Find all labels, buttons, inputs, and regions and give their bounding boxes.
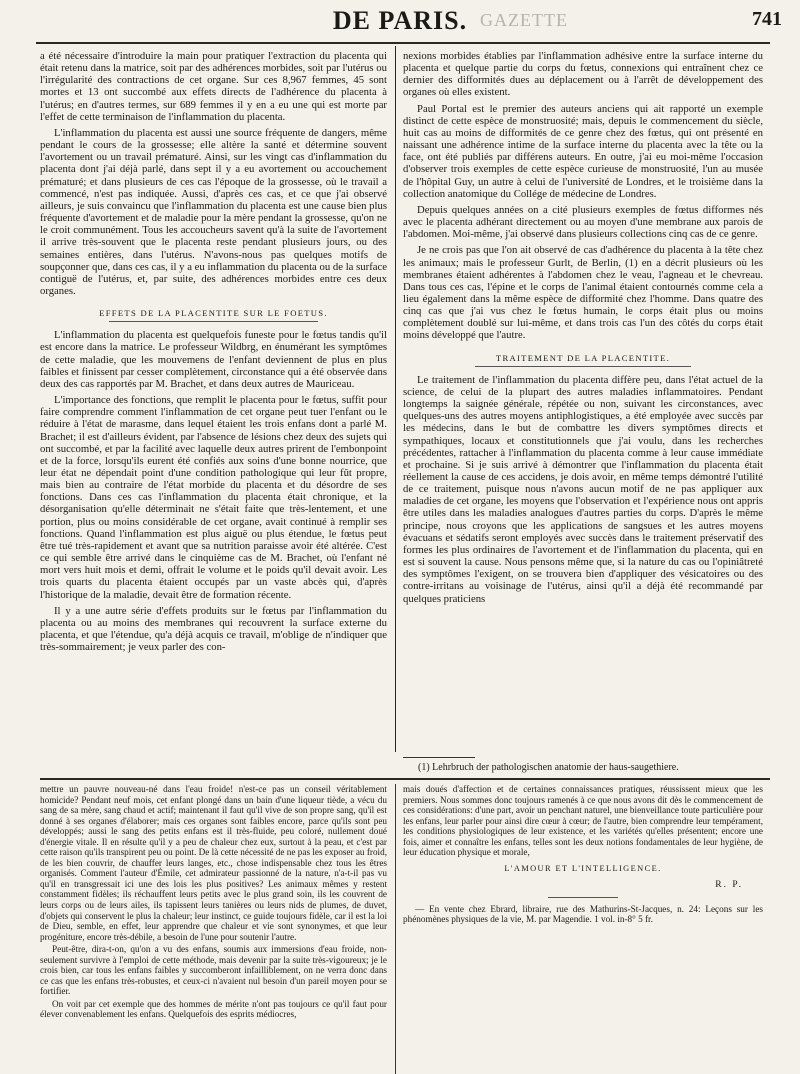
footnote: (1) Lehrbruch der pathologischen anatomie der haus-saugethiere.: [418, 762, 679, 773]
feuilleton-rule: [40, 778, 770, 780]
page-header: [0, 0, 800, 44]
paragraph: L'importance des fonctions, que remplit le placenta pour le fœtus, suffit pour faire comprendre comment l'inflammation de cet organe peut tuer l'enfant ou le réduire à l'état de marasme, dans lequel étaient les trois enfans dont a parlé M. Brachet; il est d'ailleurs évident, par l'absence de lésions chez deux des sujets qui ont succombé, et par la facilité avec laquelle deux autres prirent de l'embonpoint et de la force, lorsqu'ils eurent été confiés aux soins d'une bonne nourrice, que leur état ne dépendait point d'une condition pathologique qui leur fût propre, mais bien au contraire de l'état morbide du placenta et du désordre de ses fonctions. Dans ces cas l'inflammation du placenta était chronique, et la désorganisation qu'elle déterminait ne s'était faite que très-lentement, et une portion, plus ou moins considérable de cet organe, avait continué à remplir ses fonctions. Quand l'inflammation est plus aiguë ou plus étendue, le fœtus peut être tué très-rapidement et avant que sa nutrition paraisse avoir été altérée. C'est ce qui semble être arrivé dans le cinquième cas de M. Brachet, où l'enfant né mort vers huit mois et demi, offrait le volume et le poids qu'il devait avoir. Les trois quarts du placenta étaient occupés par un vaste abcès qui, d'après l'historique de la maladie, devait être de formation récente.: [40, 394, 387, 601]
feuilleton-divider: [395, 784, 396, 1074]
paragraph: Depuis quelques années on a cité plusieurs exemples de fœtus difformes nés avec le placenta adhérant directement ou au moyen d'une membrane aux parois de l'abdomen. Moi-même, j'ai observé dans plusieurs collections cinq cas de ce genre.: [403, 203, 763, 241]
column-divider: [395, 46, 396, 752]
left-column: [40, 50, 387, 758]
section-title: [403, 352, 763, 367]
header-rule: [36, 42, 770, 44]
paragraph: Paul Portal est le premier des auteurs anciens qui ait rapporté un exemple distinct de cette espèce de monstruosité; mais, depuis le commencement du siècle, huit cas au moins de difformités de ce genre chez des fœtus, qui ont présenté en naissant une adhérence intime de la surface interne du placenta avec la tête ou la face, ont été publiés par différens auteurs. En outre, j'ai eu moi-même l'occasion d'observer trois exemples de cette espèce curieuse de monstruosité, l'un au musée de l'hôpital Guy, un autre à celui de l'université de Londres, et le troisième dans la collection anatomique du Collége de médecine de Londres.: [403, 102, 763, 200]
section-title-text: EFFETS DE LA PLACENTITE SUR LE FOETUS.: [99, 308, 328, 319]
signature: R. P.: [715, 880, 743, 891]
paragraph: Je ne crois pas que l'on ait observé de cas d'adhérence du placenta à la tête chez les animaux; mais le professeur Gurlt, de Berlin, (1) en a décrit plusieurs où les membranes étaient adhérentes à l'abdomen chez le veau, l'agneau et le chevreau. Dans tous ces cas, l'épine et le corps de l'animal étaient contournés comme cela a lieu également dans la même espèce de difformité chez l'homme. Dans quatre des cinq cas que j'ai vus chez le fœtus humain, le corps était plus ou moins complètement doublé sur lui-même, et dans trois cas l'un des côtés du corps était moins développé que l'autre.: [403, 244, 763, 342]
paragraph: Le traitement de l'inflammation du placenta diffère peu, dans l'état actuel de la science, de celui de la plupart des autres maladies inflammatoires. Pendant longtemps la saignée générale, répétée ou non, suivant les circonstances, avec quelques-uns des autres moyens antiphlogistiques, a été employée avec succès par les médecins, dans le but de combattre les divers symptômes directs et sympathiques, locaux et constitutionnels que j'ai voulu, dans les recherches précédentes, rattacher à l'inflammation du placenta comme à leur cause immédiate et prochaine. Si je suis arrivé à démontrer que l'inflammation du placenta était réellement la cause de ces accidens, je dois avoir, en même temps démontré l'utilité de ce traitement, puisque nous n'avons aucun motif de ne pas appliquer aux maladies de cet organe, les moyens que l'observation et l'expérience nous ont appris être utiles dans les maladies analogues d'autres parties du corps. D'après le même principe, nous croyons que les applications de sangsues et les autres moyens évacuans et sédatifs seront employés avec succès dans le traitement préservatif des formes les plus ordinaires de l'avortement et de l'inflammation du placenta, qui en est si souvent la cause. Nous pensons même que, si la nature du cas ou l'opiniâtreté des symptômes l'exigent, on se trouvera bien d'appliquer des vésicatoires ou des contre-irritans au voisinage de l'utérus, ainsi qu'il a déjà été recommandé par quelques praticiens: [403, 373, 763, 605]
paragraph: a été nécessaire d'introduire la main pour pratiquer l'extraction du placenta qui était retenu dans la matrice, soit par des adhérences morbides, soit par l'utérus ou l'irrégularité des contractions de cet organe. Sur ces 8,967 femmes, 45 sont mortes et 13 ont succombé aux effets directs de l'adhérence du placenta à l'utérus; en d'autres termes, sur 689 femmes il y en a eu une qui est morte par l'effet de cette terminaison de l'inflammation du placenta.: [40, 50, 387, 123]
paragraph: Il y a une autre série d'effets produits sur le fœtus par l'inflammation du placenta ou au moins des membranes qui recouvrent la surface externe du placenta, et que l'étendue, qu'a déjà acquis ce travail, m'oblige de n'indiquer que très-sommairement; je veux parler des con-: [40, 604, 387, 654]
bleed-through-text: GAZETTE: [480, 10, 568, 30]
paragraph: nexions morbides établies par l'inflammation adhésive entre la surface interne du placenta et quelque partie du corps du fœtus, connexions qui entraînent chez ce dernier des difformités dues au déplacement ou à l'arrêt de développement des organes où elles existent.: [403, 50, 763, 99]
page-number: 741: [752, 8, 782, 30]
feuilleton-right-column: [403, 784, 763, 1024]
paragraph: L'inflammation du placenta est quelquefois funeste pour le fœtus tandis qu'il est encore dans la matrice. Le professeur Wildbrg, en énumérant les symptômes de cette maladie, que les mouvemens de l'enfant deviennent de plus en plus faibles et finissent par cesser complètement, circonstance qui a été observée dans deux des cas rapportés par M. Brachet, et dans deux autres de Mauriceau.: [40, 329, 387, 390]
footnote-rule: [403, 757, 475, 758]
section-title-text: TRAITEMENT DE LA PLACENTITE.: [495, 352, 671, 363]
paragraph: On voit par cet exemple que des hommes de mérite n'ont pas toujours ce qu'il faut pour élever convenablement les enfans. Quelquefois des esprits médiocres,: [40, 998, 387, 1020]
section-rule: [475, 366, 691, 367]
paragraph: mettre un pauvre nouveau-né dans l'eau froide! n'est-ce pas un conseil véritablement homicide? Pendant neuf mois, cet enfant plongé dans un bain d'une liqueur tiède, a vécu du sang de sa mère, sang chaud et actif; maintenant il faut qu'il vive de son propre sang, qu'il est donné à ses organes d'élaborer; mais ces organes sont faibles encore, parce qu'ils sont peu développés; aussi le sang des petits enfans est il très-fluide, peu coloré, nullement doué d'énergie vitale. Il en résulte qu'il y a peu de chaleur chez eux, surtout à la peau, et c'est par cette raison qu'ils transpirent peu ou point. De là cette nécessité de ne pas les exposer au froid, de les bien couvrir, de chauffer leurs langes, etc., chose indispensable chez tous les êtres organisés. Comment l'auteur d'Émile, cet admirateur passionné de la nature, n'a-t-il pas vu qu'il en transgressait ici une des lois les plus positives? Les animaux mêmes y restent constamment fidèles; ils réchauffent leurs petits avec le plus grand soin, ils les couvrent de leurs corps ou de leurs ailes, ils tapissent leurs tanières ou leurs nids de plumes, de duvet, d'objets qui conservent le plus la chaleur; leur instinct, ce guide toujours fidèle, car il est la loi de Dieu, semble, en effet, leur apprendre que chaleur et vie sont synonymes, et que leur progéniture, encore très-débile, a besoin de l'une pour soutenir l'autre.: [40, 784, 387, 942]
right-column: [403, 50, 763, 758]
paragraph: L'inflammation du placenta est aussi une source fréquente de dangers, même pendant le cours de la grossesse; elle altère la santé et détermine souvent l'avortement ou un travail prématuré. Ainsi, sur les vingt cas d'inflammation du placenta dont j'ai déjà parlé, dans sept il y a eu avortement ou accouchement prématuré; et dans plusieurs de ces cas l'époque de la grossesse, où le travail a commencé, n'est pas indiquée. Aussi, d'après ces cas, et ce que j'ai observé ailleurs, je suis convaincu que l'inflammation du placenta est une cause bien plus fréquente d'avortement et de maladie pour la mère pendant la grossesse, qu'on ne le croit communément. Tous les accoucheurs savent qu'à la suite de l'avortement il arrive très-souvent que le placenta reste pendant plusieurs jours, ou des semaines entières, dans l'utérus. N'avons-nous pas quelques motifs de soupçonner que, dans ces cas, il y a eu inflammation du placenta ou de la surface contiguë de l'utérus, et, par suite, des adhérences morbides entre ces deux organes.: [40, 126, 387, 297]
section-rule: [109, 321, 317, 322]
paragraph: Peut-être, dira-t-on, qu'on a vu des enfans, soumis aux immersions d'eau froide, non-seulement survivre à l'emploi de cette méthode, mais devenir par la suite très-vigoureux; je le crois bien, car tous les enfans faibles y succomberont infailliblement, on ne verra donc dans ce cas que les enfans très-robustes, et ceux-ci n'avaient nul besoin d'un pareil moyen pour se fortifier.: [40, 944, 387, 997]
paragraph: mais doués d'affection et de certaines connaissances pratiques, réussissent mieux que les premiers. Nous sommes donc toujours ramenés à ce que nous avons dit dès le commencement de ces considérations: d'une part, avoir un penchant naturel, une bienveillance toute particulière pour les enfans, leur parler pour ainsi dire cœur à cœur; de l'autre, bien comprendre leur tempérament, les conditions physiologiques de leur existence, et les variétés qu'elles présentent; encore une fois, aimer et connaître les enfans, telles sont les deux notions fondamentales de leur hygiène, de leur éducation physique et morale,: [403, 784, 763, 858]
feuilleton-left-column: [40, 784, 387, 1074]
section-title: [40, 307, 387, 322]
announcement: — En vente chez Ebrard, libraire, rue des Mathurins-St-Jacques, n. 24: Leçons sur les phénomènes physiques de la vie, M. par Magendie. 1 vol. in-8° 5 fr.: [403, 903, 763, 925]
separator-rule: [548, 897, 618, 898]
feuilleton-subhead: L'AMOUR ET L'INTELLIGENCE.: [504, 863, 662, 873]
header-title: DE PARIS.: [332, 6, 468, 35]
